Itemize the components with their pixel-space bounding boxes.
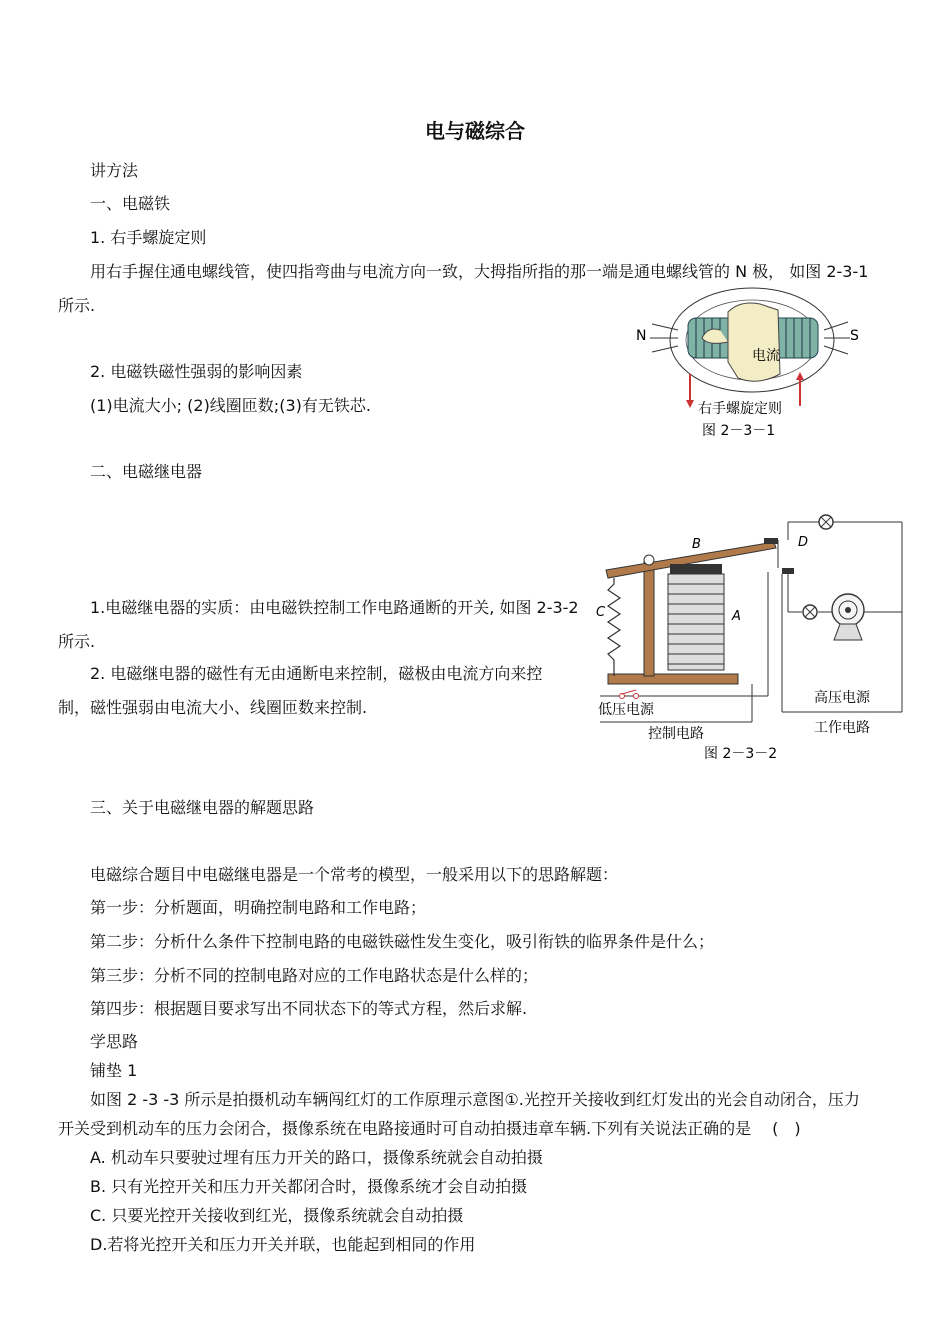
question-text-end: 开关受到机动车的压力会闭合，摄像系统在电路接通时可自动拍摄违章车辆.下列有关说法正确的是 ( ) — [58, 1119, 801, 1138]
paragraph-solution-intro: 电磁综合题目中电磁继电器是一个常考的模型，一般采用以下的思路解题： — [90, 865, 619, 884]
heading-relay-solution: 三、关于电磁继电器的解题思路 — [90, 798, 315, 817]
question-text: 如图 2 -3 -3 所示是拍摄机动车辆闯红灯的工作原理示意图①.光控开关接收到红灯发出的光会自动闭合，压力 — [90, 1090, 860, 1109]
heading-relay: 二、电磁继电器 — [90, 462, 203, 481]
figure-2-caption-number: 图 2－3－2 — [704, 746, 778, 762]
solution-step-3: 第三步：分析不同的控制电路对应的工作电路状态是什么样的； — [90, 966, 539, 985]
paragraph-relay-control-end: 制，磁性强弱由电流大小、线圈匝数来控制. — [58, 698, 368, 717]
label-control-circuit: 控制电路 — [648, 726, 704, 742]
option-d: D.若将光控开关和压力开关并联，也能起到相同的作用 — [90, 1235, 476, 1254]
paragraph-relay-control: 2. 电磁继电器的磁性有无由通断电来控制，磁极由电流方向来控 — [90, 664, 543, 683]
section-method: 讲方法 — [90, 161, 139, 180]
label-current: 电流 — [752, 348, 780, 364]
label-armature-b: B — [692, 537, 701, 552]
heading-learn-approach: 学思路 — [90, 1032, 139, 1051]
label-s-pole: S — [850, 328, 859, 344]
figure-1-caption-title: 右手螺旋定则 — [698, 401, 782, 417]
label-n-pole: N — [636, 328, 647, 344]
figure-relay — [592, 512, 912, 764]
label-work-circuit: 工作电路 — [814, 720, 870, 736]
right-hand-rule-illustration — [628, 282, 878, 442]
paragraph-relay-essence-end: 所示. — [58, 632, 96, 651]
label-spring-c: C — [596, 605, 606, 620]
paragraph-relay-essence: 1.电磁继电器的实质：由电磁铁控制工作电路通断的开关, 如图 2-3-2 — [90, 598, 579, 617]
paragraph-right-hand-rule-end: 所示. — [58, 296, 96, 315]
label-low-voltage-source: 低压电源 — [598, 702, 654, 718]
solution-step-4: 第四步：根据题目要求写出不同状态下的等式方程，然后求解. — [90, 999, 528, 1018]
option-b: B. 只有光控开关和压力开关都闭合时，摄像系统才会自动拍摄 — [90, 1177, 528, 1196]
paragraph-right-hand-rule: 用右手握住通电螺线管，使四指弯曲与电流方向一致，大拇指所指的那一端是通电螺线管的 N 极， 如图 2-3-1 — [90, 262, 869, 281]
label-high-voltage-source: 高压电源 — [814, 690, 870, 706]
solution-step-2: 第二步：分析什么条件下控制电路的电磁铁磁性发生变化，吸引衔铁的临界条件是什么； — [90, 932, 715, 951]
heading-electromagnet: 一、电磁铁 — [90, 194, 171, 213]
subheading-right-hand-rule: 1. 右手螺旋定则 — [90, 228, 207, 247]
example-title: 铺垫 1 — [90, 1061, 138, 1080]
solution-step-1: 第一步：分析题面，明确控制电路和工作电路； — [90, 898, 427, 917]
option-a: A. 机动车只要驶过埋有压力开关的路口，摄像系统就会自动拍摄 — [90, 1148, 543, 1167]
page-title: 电与磁综合 — [425, 119, 525, 143]
figure-right-hand-rule — [628, 282, 878, 442]
relay-diagram — [592, 512, 912, 764]
subheading-magnet-strength: 2. 电磁铁磁性强弱的影响因素 — [90, 362, 303, 381]
label-contact-d: D — [798, 535, 809, 550]
option-c: C. 只要光控开关接收到红光，摄像系统就会自动拍摄 — [90, 1206, 464, 1225]
paragraph-magnet-strength: (1)电流大小; (2)线圈匝数;(3)有无铁芯. — [90, 396, 371, 415]
figure-1-caption-number: 图 2－3－1 — [702, 423, 776, 439]
label-electromagnet-a: A — [732, 609, 741, 624]
